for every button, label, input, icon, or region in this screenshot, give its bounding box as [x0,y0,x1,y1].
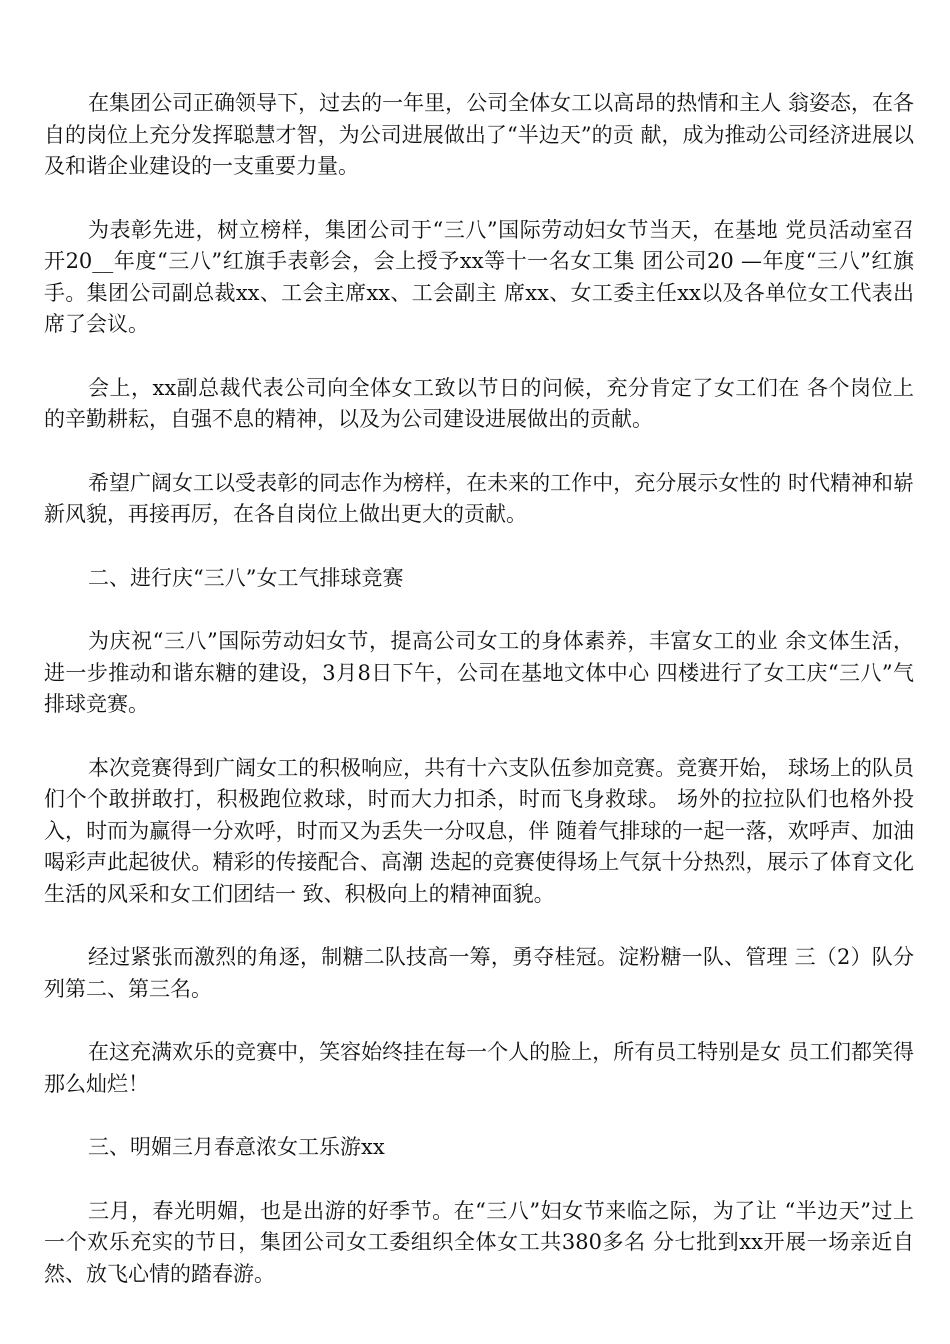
paragraph-volleyball-joy: 在这充满欢乐的竞赛中，笑容始终挂在每一个人的脸上，所有员工特别是女 员工们都笑得那么灿烂！ [44,1040,914,1096]
paragraph-vice-president-greeting: 会上，xx副总裁代表公司向全体女工致以节日的问候，充分肯定了女工们在 各个岗位上的辛勤耕耘，自强不息的精神，以及为公司建设进展做出的贡献。 [44,375,914,431]
paragraph-commendation-meeting: 为表彰先进，树立榜样，集团公司于“三八”国际劳动妇女节当天，在基地 党员活动室召开20__年度“三八”红旗手表彰会，会上授予xx等十一名女工集 团公司20 —年度“三八”红旗手。集团公司副总裁xx、工会主席xx、工会副主 席xx、女工委主任xx以及各单位女工代表出席了会议。 [44,217,914,336]
document-body [44,88,914,1322]
section-heading-spring-outing: 三、明媚三月春意浓女工乐游xx [88,1135,385,1159]
paragraph-volleyball-results: 经过紧张而激烈的角逐，制糖二队技高一筹，勇夺桂冠。淀粉糖一队、管理 三（2）队分列第二、第三名。 [44,945,914,1001]
paragraph-achievements: 在集团公司正确领导下，过去的一年里，公司全体女工以高昂的热情和主人 翁姿态，在各自的岗位上充分发挥聪慧才智，为公司进展做出了“半边天”的贡 献，成为推动公司经济进展以及和谐企业建设的一支重要力量。 [44,91,914,178]
paragraph-volleyball-match: 本次竞赛得到广阔女工的积极响应，共有十六支队伍参加竞赛。竞赛开始， 球场上的队员们个个敢拼敢打，积极跑位救球，时而大力扣杀，时而飞身救球。 场外的拉拉队们也格外投入，时而为赢得一分欢呼，时而又为丢失一分叹息，伴 随着气排球的一起一落，欢呼声、加油喝彩声此起彼伏。精彩的传接配合、高潮 迭起的竞赛使得场上气氛十分热烈，展示了体育文化生活的风采和女工们团结一 致、积极向上的精神面貌。 [44,755,914,906]
paragraph-spring-outing: 三月，春光明媚，也是出游的好季节。在“三八”妇女节来临之际，为了让 “半边天”过上一个欢乐充实的节日，集团公司女工委组织全体女工共380多名 分七批到xx开展一场亲近自然、放飞心情的踏春游。 [44,1198,914,1286]
section-heading-volleyball: 二、进行庆“三八”女工气排球竞赛 [88,565,404,590]
paragraph-hope: 希望广阔女工以受表彰的同志作为榜样，在未来的工作中，充分展示女性的 时代精神和崭新风貌，再接再厉，在各自岗位上做出更大的贡献。 [44,470,914,526]
paragraph-volleyball-intro: 为庆祝“三八”国际劳动妇女节，提高公司女工的身体素养，丰富女工的业 余文体生活，进一步推动和谐东糖的建设，3月8日下午，公司在基地文体中心 四楼进行了女工庆“三八”气排球竞赛。 [44,629,914,716]
